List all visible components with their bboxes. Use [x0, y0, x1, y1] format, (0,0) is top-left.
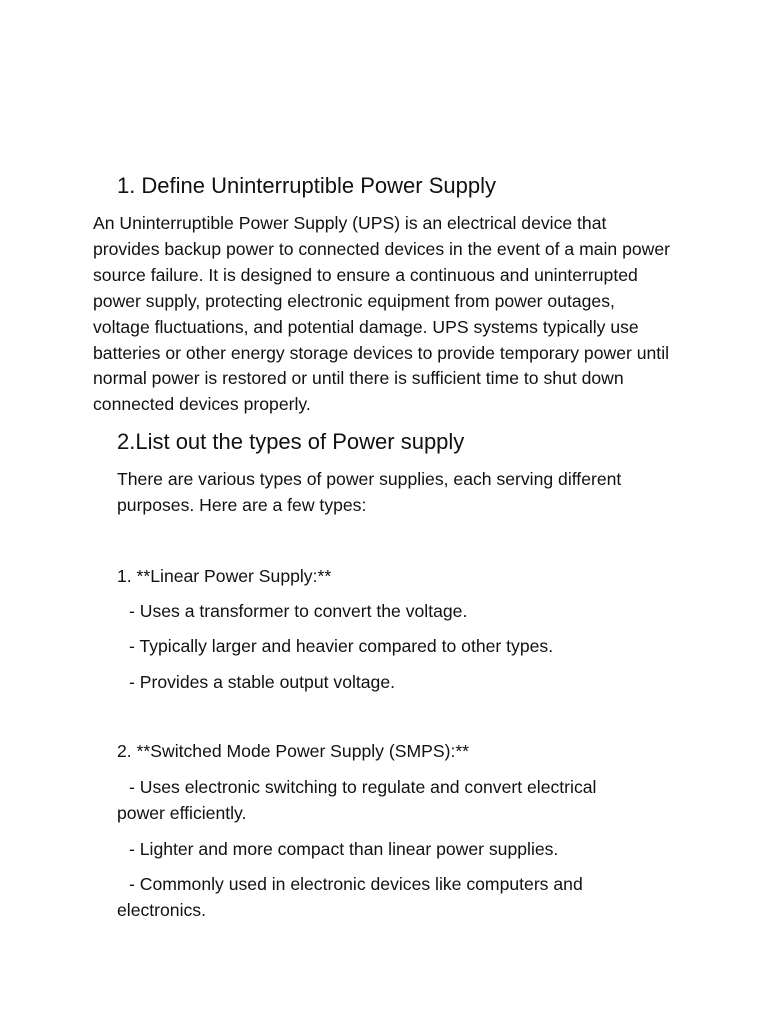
type-1-point-2: - Typically larger and heavier compared to other types. — [129, 636, 554, 656]
type-2-point-1: - Uses electronic switching to regulate and convert electrical power efficiently. — [117, 777, 597, 823]
type-2-point-2: - Lighter and more compact than linear power supplies. — [129, 839, 559, 859]
section-1-title: Define Uninterruptible Power Supply — [141, 173, 496, 198]
types-intro-paragraph: There are various types of power supplies, each serving different purposes. Here are a few types: — [117, 469, 622, 515]
type-1-point-3: - Provides a stable output voltage. — [129, 672, 396, 692]
type-1-point-1: - Uses a transformer to convert the voltage. — [129, 601, 468, 621]
section-2-heading: 2.List out the types of Power supply — [117, 429, 465, 454]
type-1-heading: 1. **Linear Power Supply:** — [117, 566, 332, 586]
type-2-heading: 2. **Switched Mode Power Supply (SMPS):** — [117, 741, 470, 761]
section-1-heading — [117, 172, 496, 200]
ups-definition-paragraph: An Uninterruptible Power Supply (UPS) is an electrical device that provides backup power to connected devices in the event of a main power source failure. It is designed to ensure a continuous and uninterrupted power supply, protecting electronic equipment from power outages, voltage fluctuations, and potential damage. UPS systems typically use batteries or other energy storage devices to provide temporary power until normal power is restored or until there is sufficient time to shut down connected devices properly. — [93, 213, 671, 415]
section-1-number: 1. — [117, 173, 136, 198]
type-2-point-3: - Commonly used in electronic devices like computers and electronics. — [117, 874, 583, 920]
